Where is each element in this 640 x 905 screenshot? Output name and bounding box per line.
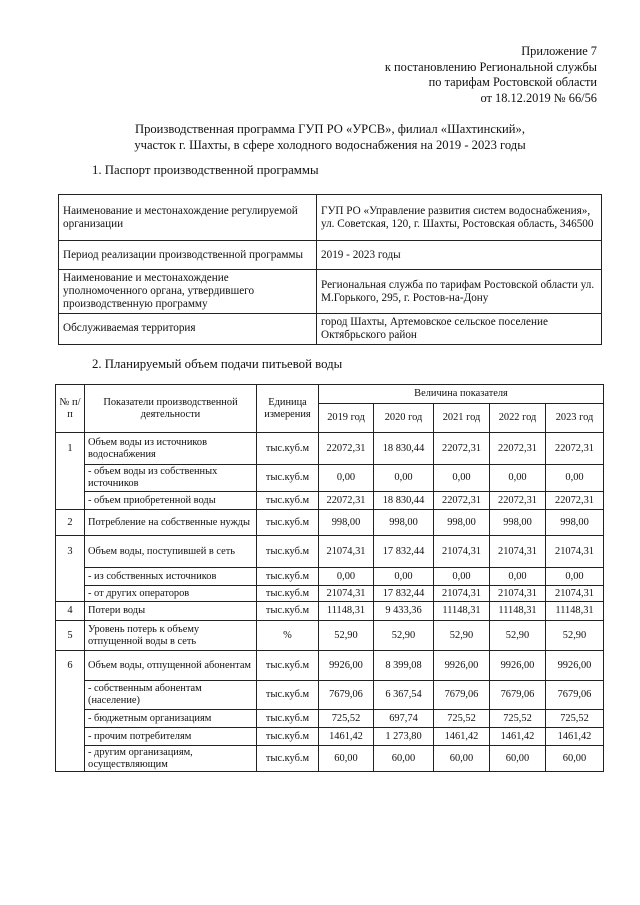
row-value: 52,90: [490, 621, 546, 651]
row-indicator: Потребление на собственные нужды: [85, 510, 257, 536]
row-indicator: - объем приобретенной воды: [85, 492, 257, 510]
header-year: 2021 год: [434, 404, 490, 433]
section-2-heading: 2. Планируемый объем подачи питьевой воды: [92, 357, 343, 371]
row-value: 7679,06: [490, 681, 546, 710]
row-value: 52,90: [546, 621, 604, 651]
row-value: 21074,31: [319, 536, 374, 568]
section-1-heading: 1. Паспорт производственной программы: [92, 163, 319, 177]
row-value: 998,00: [374, 510, 434, 536]
row-value: 60,00: [374, 746, 434, 772]
row-number: [56, 681, 85, 710]
row-value: 0,00: [546, 465, 604, 492]
row-value: 18 830,44: [374, 433, 434, 465]
row-value: 0,00: [434, 568, 490, 586]
row-indicator: - собственным абонентам (население): [85, 681, 257, 710]
row-number: 2: [56, 510, 85, 536]
row-indicator: - прочим потребителям: [85, 728, 257, 746]
row-value: 0,00: [546, 568, 604, 586]
row-indicator: - от других операторов: [85, 586, 257, 602]
row-value: 60,00: [546, 746, 604, 772]
row-value: 1461,42: [546, 728, 604, 746]
row-value: 725,52: [434, 710, 490, 728]
passport-row: [59, 314, 602, 345]
row-value: 0,00: [490, 568, 546, 586]
row-number: 6: [56, 651, 85, 681]
table-row: [56, 586, 604, 602]
passport-value: 2019 - 2023 годы: [317, 241, 602, 270]
annex-header: [385, 44, 597, 106]
row-value: 9926,00: [490, 651, 546, 681]
row-value: 8 399,08: [374, 651, 434, 681]
row-unit: тыс.куб.м: [257, 602, 319, 621]
row-value: 21074,31: [546, 586, 604, 602]
table-row: [56, 681, 604, 710]
row-value: 17 832,44: [374, 586, 434, 602]
header-value: Величина показателя: [319, 385, 604, 404]
row-indicator: - бюджетным организациям: [85, 710, 257, 728]
row-value: 0,00: [319, 568, 374, 586]
row-value: 22072,31: [546, 433, 604, 465]
passport-row: [59, 195, 602, 241]
row-value: 6 367,54: [374, 681, 434, 710]
row-value: 11148,31: [434, 602, 490, 621]
row-indicator: Потери воды: [85, 602, 257, 621]
row-value: 9 433,36: [374, 602, 434, 621]
row-number: 3: [56, 536, 85, 568]
row-value: 21074,31: [319, 586, 374, 602]
row-value: 11148,31: [490, 602, 546, 621]
table-row: [56, 536, 604, 568]
table-row: [56, 746, 604, 772]
row-value: 9926,00: [434, 651, 490, 681]
passport-table: [58, 194, 602, 345]
row-unit: тыс.куб.м: [257, 746, 319, 772]
row-number: [56, 492, 85, 510]
row-unit: тыс.куб.м: [257, 651, 319, 681]
row-value: 9926,00: [546, 651, 604, 681]
row-value: 1461,42: [434, 728, 490, 746]
row-value: 0,00: [374, 568, 434, 586]
table-row: [56, 651, 604, 681]
title-line-2: участок г. Шахты, в сфере холодного водоснабжения на 2019 - 2023 годы: [134, 138, 526, 152]
table-row: [56, 510, 604, 536]
row-number: 5: [56, 621, 85, 651]
row-value: 22072,31: [490, 492, 546, 510]
header-year: 2023 год: [546, 404, 604, 433]
table-row: [56, 492, 604, 510]
passport-value: ГУП РО «Управление развития систем водоснабжения», ул. Советская, 120, г. Шахты, Ростовская область, 346500: [317, 195, 602, 241]
row-unit: тыс.куб.м: [257, 433, 319, 465]
row-number: [56, 568, 85, 586]
table-row: [56, 433, 604, 465]
plan-table: [55, 384, 604, 772]
row-value: 60,00: [490, 746, 546, 772]
row-unit: тыс.куб.м: [257, 710, 319, 728]
table-row: [56, 568, 604, 586]
header-year: 2019 год: [319, 404, 374, 433]
row-value: 998,00: [490, 510, 546, 536]
row-value: 22072,31: [490, 433, 546, 465]
row-value: 7679,06: [434, 681, 490, 710]
row-value: 725,52: [490, 710, 546, 728]
row-value: 22072,31: [434, 492, 490, 510]
row-indicator: Объем воды из источников водоснабжения: [85, 433, 257, 465]
row-value: 11148,31: [319, 602, 374, 621]
row-value: 21074,31: [546, 536, 604, 568]
row-value: 725,52: [546, 710, 604, 728]
row-value: 998,00: [434, 510, 490, 536]
plan-header-row: [56, 385, 604, 404]
row-value: 52,90: [374, 621, 434, 651]
row-unit: тыс.куб.м: [257, 492, 319, 510]
header-indicator: Показатели производственной деятельности: [85, 385, 257, 433]
header-unit: Единица измерения: [257, 385, 319, 433]
row-value: 1 273,80: [374, 728, 434, 746]
header-year: 2020 год: [374, 404, 434, 433]
row-value: 18 830,44: [374, 492, 434, 510]
annex-line-3: по тарифам Ростовской области: [428, 75, 597, 89]
row-indicator: Объем воды, поступившей в сеть: [85, 536, 257, 568]
passport-value: Региональная служба по тарифам Ростовской области ул. М.Горького, 295, г. Ростов-на-Дону: [317, 270, 602, 314]
header-num: № п/п: [56, 385, 85, 433]
row-value: 0,00: [319, 465, 374, 492]
row-number: [56, 586, 85, 602]
row-indicator: - другим организациям, осуществляющим: [85, 746, 257, 772]
row-value: 0,00: [374, 465, 434, 492]
annex-line-2: к постановлению Региональной службы: [384, 59, 597, 74]
row-number: [56, 746, 85, 772]
row-indicator: - из собственных источников: [85, 568, 257, 586]
annex-line-4: от 18.12.2019 № 66/56: [480, 90, 597, 105]
row-value: 22072,31: [546, 492, 604, 510]
table-row: [56, 465, 604, 492]
title-line-1: Производственная программа ГУП РО «УРСВ», филиал «Шахтинский»,: [134, 122, 525, 136]
row-value: 7679,06: [319, 681, 374, 710]
row-unit: тыс.куб.м: [257, 465, 319, 492]
row-value: 52,90: [434, 621, 490, 651]
table-row: [56, 728, 604, 746]
passport-row: [59, 270, 602, 314]
row-value: 11148,31: [546, 602, 604, 621]
passport-label: Обслуживаемая территория: [59, 314, 317, 345]
header-year: 2022 год: [490, 404, 546, 433]
row-value: 21074,31: [490, 586, 546, 602]
passport-label: Наименование и местонахождение регулируемой организации: [59, 195, 317, 241]
row-unit: тыс.куб.м: [257, 728, 319, 746]
row-value: 7679,06: [546, 681, 604, 710]
row-indicator: - объем воды из собственных источников: [85, 465, 257, 492]
row-value: 21074,31: [434, 536, 490, 568]
row-unit: тыс.куб.м: [257, 586, 319, 602]
row-value: 1461,42: [319, 728, 374, 746]
row-unit: тыс.куб.м: [257, 568, 319, 586]
row-number: [56, 710, 85, 728]
row-value: 21074,31: [490, 536, 546, 568]
row-unit: %: [257, 621, 319, 651]
row-value: 60,00: [434, 746, 490, 772]
row-value: 9926,00: [319, 651, 374, 681]
row-value: 21074,31: [434, 586, 490, 602]
row-number: [56, 465, 85, 492]
document-title: [60, 121, 600, 153]
table-row: [56, 621, 604, 651]
row-value: 22072,31: [319, 433, 374, 465]
row-value: 17 832,44: [374, 536, 434, 568]
row-indicator: Объем воды, отпущенной абонентам: [85, 651, 257, 681]
passport-value: город Шахты, Артемовское сельское поселение Октябрьского район: [317, 314, 602, 345]
annex-line-1: Приложение 7: [521, 44, 597, 58]
row-unit: тыс.куб.м: [257, 536, 319, 568]
row-value: 998,00: [546, 510, 604, 536]
row-value: 60,00: [319, 746, 374, 772]
table-row: [56, 710, 604, 728]
row-value: 52,90: [319, 621, 374, 651]
passport-label: Период реализации производственной программы: [59, 241, 317, 270]
row-value: 725,52: [319, 710, 374, 728]
row-value: 1461,42: [490, 728, 546, 746]
row-value: 998,00: [319, 510, 374, 536]
row-indicator: Уровень потерь к объему отпущенной воды в сеть: [85, 621, 257, 651]
row-value: 22072,31: [434, 433, 490, 465]
row-number: [56, 728, 85, 746]
row-number: 1: [56, 433, 85, 465]
row-value: 697,74: [374, 710, 434, 728]
row-value: 22072,31: [319, 492, 374, 510]
row-value: 0,00: [434, 465, 490, 492]
row-unit: тыс.куб.м: [257, 510, 319, 536]
table-row: [56, 602, 604, 621]
row-number: 4: [56, 602, 85, 621]
row-value: 0,00: [490, 465, 546, 492]
row-unit: тыс.куб.м: [257, 681, 319, 710]
passport-row: [59, 241, 602, 270]
passport-label: Наименование и местонахождение уполномоченного органа, утвердившего производственную программу: [59, 270, 317, 314]
